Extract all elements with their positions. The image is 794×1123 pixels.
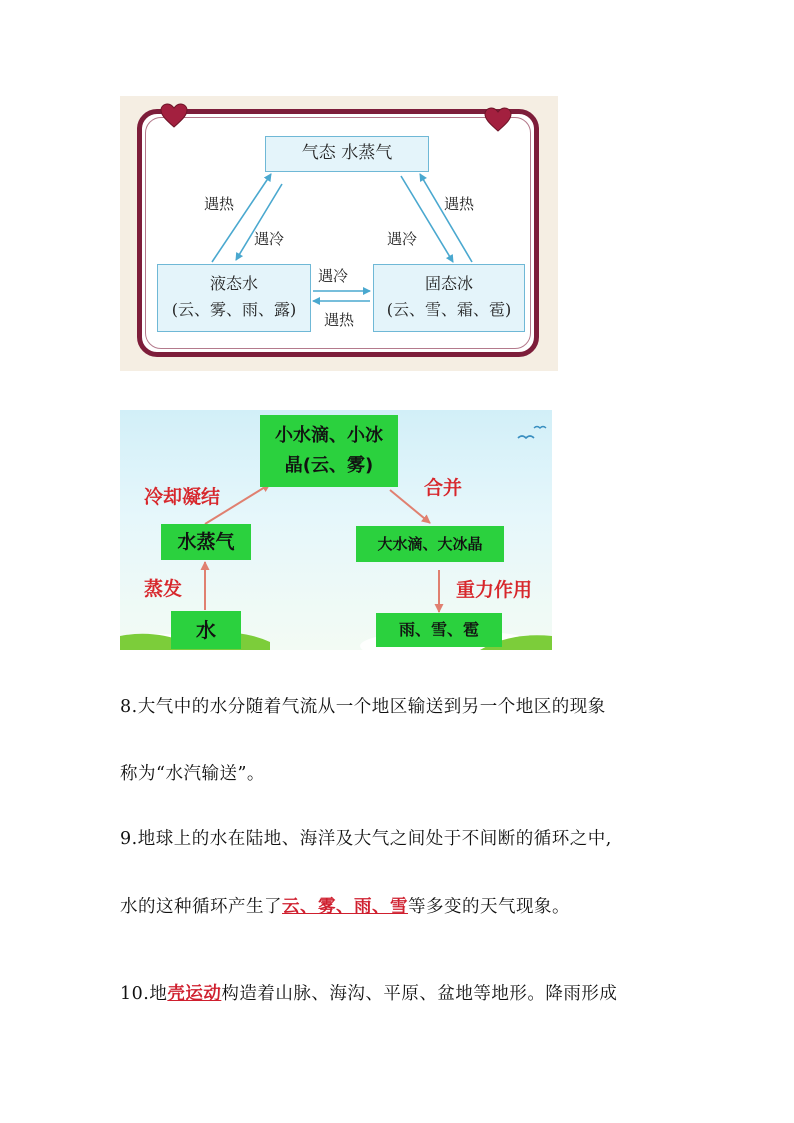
label-cool-gas-to-liquid: 遇冷 [254, 230, 285, 248]
label-heat-solid-to-gas: 遇热 [444, 195, 475, 213]
label-cool-liquid-to-solid: 遇冷 [318, 267, 349, 285]
small-droplets-box [260, 415, 398, 487]
paragraph-10-text-after: 构造着山脉、海沟、平原、盆地等地形。降雨形成 [221, 984, 618, 1004]
label-evaporation: 蒸发 [144, 578, 183, 600]
label-gravity: 重力作用 [456, 579, 533, 601]
crust-movement-highlight: 壳运动 [167, 984, 222, 1004]
liquid-state-examples: (云、雾、雨、露) [171, 300, 297, 319]
water-box: 水 [171, 611, 241, 649]
paragraph-9-text-after: 等多变的天气现象。 [408, 897, 570, 917]
paragraph-9-text-before: 水的这种循环产生了 [120, 897, 282, 917]
small-droplets-line2: 晶(云、雾) [284, 455, 374, 476]
liquid-state-title: 液态水 [209, 274, 258, 293]
paragraph-8-line-1: 8.大气中的水分随着气流从一个地区输送到另一个地区的现象 [120, 697, 606, 717]
precipitation-box: 雨、雪、雹 [376, 613, 502, 647]
arrow-solid-to-gas [420, 174, 475, 262]
bird-icon [518, 436, 534, 438]
solid-state-box [373, 264, 525, 332]
solid-state-examples: (云、雪、霜、雹) [386, 300, 512, 319]
label-cool-gas-to-solid: 遇冷 [387, 230, 418, 248]
solid-state-title: 固态冰 [424, 274, 473, 293]
water-vapor-box: 水蒸气 [161, 524, 251, 560]
water-cycle-figure [120, 410, 552, 650]
paragraph-10 [120, 980, 617, 1005]
paragraph-9-line-2 [120, 893, 570, 918]
label-merge: 合并 [424, 477, 463, 499]
gas-state-box: 气态 水蒸气 [265, 136, 429, 172]
arrow-gas-to-solid [401, 176, 453, 262]
weather-phenomena-highlight: 云、雾、雨、雪 [282, 897, 408, 917]
small-droplets-line1: 小水滴、小冰 [275, 425, 383, 446]
label-heat-solid-to-liquid: 遇热 [324, 311, 355, 329]
paragraph-10-text-before: 10.地 [120, 984, 168, 1004]
paragraph-8-line-2: 称为“水汽输送”。 [120, 764, 265, 784]
states-of-water-figure [120, 96, 558, 371]
large-droplets-box: 大水滴、大冰晶 [356, 526, 504, 562]
liquid-state-box [157, 264, 311, 332]
label-condensation: 冷却凝结 [144, 486, 221, 508]
bird-icon [534, 427, 546, 429]
paragraph-9-line-1: 9.地球上的水在陆地、海洋及大气之间处于不间断的循环之中, [120, 829, 612, 849]
label-heat-liquid-to-gas: 遇热 [204, 195, 235, 213]
